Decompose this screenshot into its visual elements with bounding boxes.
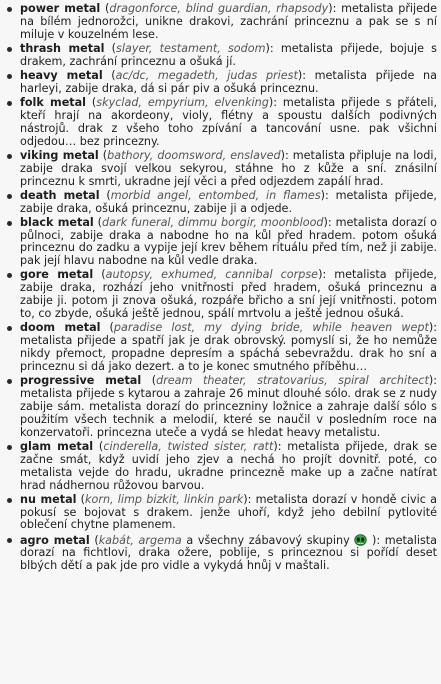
bullet — [7, 538, 12, 543]
genre-desc: metalista přijede na bílém jednorožci, unikne drakovi, zachrání princeznu a pak se s ní miluje v kouzelném lese. — [20, 2, 437, 41]
genre-name: folk metal — [20, 95, 87, 109]
genre-name: progressive metal — [20, 374, 142, 388]
bullet — [7, 221, 12, 226]
bullet — [7, 47, 12, 52]
genre-desc: metalista přijede na harleyi, zabije draka, dá si pár piv a ošuká princeznu. — [20, 68, 437, 95]
list-item: viking metal (bathory, doomsword, enslaved): metalista připluje na lodi, zabije draka svojí velkou sekyrou, stáhne ho z kůže a sní. znásilní princeznu k smrti, ukradne její věci a před odjezdem zapálí hrad. — [6, 150, 437, 189]
list-item: death metal (morbid angel, entombed, in flames): metalista přijede, zabije draka, ošuká princeznu, zabije ji a odjede. — [6, 190, 437, 216]
genre-name: power metal — [20, 2, 101, 15]
genre-bands: skyclad, empyrium, elvenking — [96, 95, 269, 109]
bullet — [7, 445, 12, 450]
genre-name: nu metal — [20, 492, 77, 506]
genre-bands: morbid angel, entombed, in flames — [110, 188, 321, 202]
bullet — [7, 74, 12, 79]
genre-bands: dragonforce, blind guardian, rhapsody — [109, 2, 329, 15]
genre-desc: metalista dorazí o půlnoci, zabije draka a nabodne ho na kůl před hradem. potom ošuká princeznu do zadku a vypije její krev během rituálu před tím, než ji zabije. pak její hlavu nabodne na kůl vedle draka. — [20, 215, 437, 268]
bullet — [7, 379, 12, 384]
genre-name: death metal — [20, 188, 100, 202]
genre-desc: metalista přijede s kytarou a zahraje 26 minut dlouhé sólo. drak se z nudy zabije sám. metalista dorazí do princezniny ložnice a zahraje další sólo s použitím všech technik a melodií, které se naučil v posledním roce na konzervatoři. princezna uteče a vydá se hledat heavy metalistu. — [20, 386, 437, 439]
genre-desc: metalista přijede, zabije draka, ošuká princeznu, zabije ji a odjede. — [20, 188, 437, 215]
genre-name: agro metal — [20, 533, 90, 547]
alien-smiley-icon — [354, 534, 367, 546]
genre-bands: ac/dc, megadeth, judas priest — [115, 68, 298, 82]
bullet — [7, 194, 12, 199]
genre-desc: metalista přijede, drak se začne smát, když uvidí jeho zjev a nechá ho projít dovnitř. poté, co metalista vejde do hradu, ukradne princezně make up a začne natírat hrad nádhernou růžovou barvou. — [20, 439, 438, 492]
genre-bands: paradise lost, my dying bride, while heaven wept — [113, 321, 429, 335]
genre-name: glam metal — [20, 439, 94, 453]
list-item: power metal (dragonforce, blind guardian, rhapsody): metalista přijede na bílém jednorožci, unikne drakovi, zachrání princeznu a pak se s ní miluje v kouzelném lese. — [6, 3, 437, 42]
genre-bands: dark funeral, dimmu borgir, moonblood — [102, 215, 324, 229]
genre-desc: metalista přijede a spatří jak je drak obrovský. pomyslí si, že ho nemůže nikdy přemoct, propadne depresím a spáchá sebevraždu. drak ho sní a princeznu si dá jako dezert. a to je konec smutného příběhu… — [20, 334, 437, 373]
bullet — [7, 326, 12, 331]
genre-name: thrash metal — [20, 41, 105, 55]
list-item: progressive metal (dream theater, stratovarius, spiral architect): metalista přijede s kytarou a zahraje 26 minut dlouhé sólo. drak se z nudy zabije sám. metalista dorazí do princezniny ložnice a zahraje další sólo s použitím všech technik a melodií, které se naučil v posledním roce na konzervatoři. princezna uteče a vydá se hledat heavy metalistu. — [6, 375, 437, 440]
list-item: nu metal (korn, limp bizkit, linkin park): metalista dorazí v hondě civic a pokusí se bojovat s drakem. jenže uhoří, když jeho debilní pytlovité oblečení chytne plamenem. — [6, 494, 437, 533]
genre-desc: metalista přijede s přáteli, kteří hrají na akordeony, violy, flétny a spoustu dalších podivných nástrojů. drak z všeho toho zpívání a tancování usne. pak všichni odjedou… bez princezny. — [20, 95, 438, 148]
list-item: glam metal (cinderella, twisted sister, ratt): metalista přijede, drak se začne smát, když uvidí jeho zjev a nechá ho projít dovnitř. poté, co metalista vejde do hradu, ukradne princezně make up a začne natírat hrad nádhernou růžovou barvou. — [6, 441, 437, 493]
genre-bands: autopsy, exhumed, cannibal corpse — [105, 268, 319, 282]
genre-name: heavy metal — [20, 68, 103, 82]
list-item: heavy metal (ac/dc, megadeth, judas priest): metalista přijede na harleyi, zabije draka, dá si pár piv a ošuká princeznu. — [6, 70, 437, 96]
list-item: agro metal (kabát, argema a všechny zábavový skupiny ): metalista dorazí na fichtlovi, draka ožere, poblije, s princeznou si pořídí deset blbých dětí a pak jde pro vidle a vykydá hnůj v maštali. — [6, 534, 437, 574]
list-item: doom metal (paradise lost, my dying bride, while heaven wept): metalista přijede a spatří jak je drak obrovský. pomyslí si, že ho nemůže nikdy přemoct, propadne depresím a spáchá sebevraždu. drak ho sní a princeznu si dá jako dezert. a to je konec smutného příběhu… — [6, 322, 437, 374]
genre-desc: metalista připluje na lodi, zabije draka svojí velkou sekyrou, stáhne ho z kůže a sní. znásilní princeznu k smrti, ukradne její věci a před odjezdem zapálí hrad. — [20, 148, 437, 188]
bullet — [7, 7, 12, 12]
list-item: black metal (dark funeral, dimmu borgir, moonblood): metalista dorazí o půlnoci, zabije draka a nabodne ho na kůl před hradem. potom ošuká princeznu do zadku a vypije její krev během rituálu před tím, než ji zabije. pak její hlavu nabodne na kůl vedle draka. — [6, 217, 437, 269]
genre-desc: metalista přijede, bojuje s drakem, zachrání princeznu a ošuká jí. — [20, 41, 437, 68]
genre-desc: metalista dorazí v hondě civic a pokusí se bojovat s drakem. jenže uhoří, když jeho debilní pytlovité oblečení chytne plamenem. — [20, 492, 437, 532]
genre-bands: dream theater, stratovarius, spiral architect — [156, 374, 429, 388]
list-item: gore metal (autopsy, exhumed, cannibal corpse): metalista přijede, zabije draka, rozhází jeho vnitřnosti před hradem, ošuká princeznu a zabije ji. potom ji znova ošuká, rozpáře břicho a sní její vnitřnosti. potom to, co zbyde, ošuká ještě jednou, spálí mrtvolu a ještě jednou ošuká. — [6, 269, 437, 321]
bullet — [7, 498, 12, 503]
genre-bands: kabát, argema — [98, 533, 182, 547]
genre-name: viking metal — [20, 148, 99, 162]
bullet — [7, 101, 12, 106]
list-item: folk metal (skyclad, empyrium, elvenking): metalista přijede s přáteli, kteří hrají na akordeony, violy, flétny a spoustu dalších podivných nástrojů. drak z všeho toho zpívání a tancování usne. pak všichni odjedou… bez princezny. — [6, 97, 437, 149]
genre-bands: cinderella, twisted sister, ratt — [103, 439, 274, 453]
genre-name: doom metal — [20, 321, 101, 335]
genre-desc: metalista dorazí na fichtlovi, draka ožere, poblije, s princeznou si pořídí deset blbých dětí a pak jde pro vidle a vykydá hnůj v maštali. — [20, 533, 438, 573]
genre-name: gore metal — [20, 268, 94, 282]
genre-bands: slayer, testament, sodom — [116, 41, 266, 55]
genre-desc: metalista přijede, zabije draka, rozhází jeho vnitřnosti před hradem, ošuká princeznu a zabije ji. potom ji znova ošuká, rozpáře břicho a sní její vnitřnosti. potom to, co zbyde, ošuká ještě jednou, spálí mrtvolu a ještě jednou ošuká. — [20, 268, 437, 321]
genre-bands-tail: a všechny zábavový skupiny — [181, 533, 350, 547]
genre-name: black metal — [20, 215, 94, 229]
genre-bands: bathory, doomsword, enslaved — [107, 148, 281, 162]
bullet — [7, 273, 12, 278]
list-item: thrash metal (slayer, testament, sodom): metalista přijede, bojuje s drakem, zachrání princeznu a ošuká jí. — [6, 43, 437, 69]
genre-bands: korn, limp bizkit, linkin park — [85, 492, 244, 506]
bullet — [7, 154, 12, 159]
